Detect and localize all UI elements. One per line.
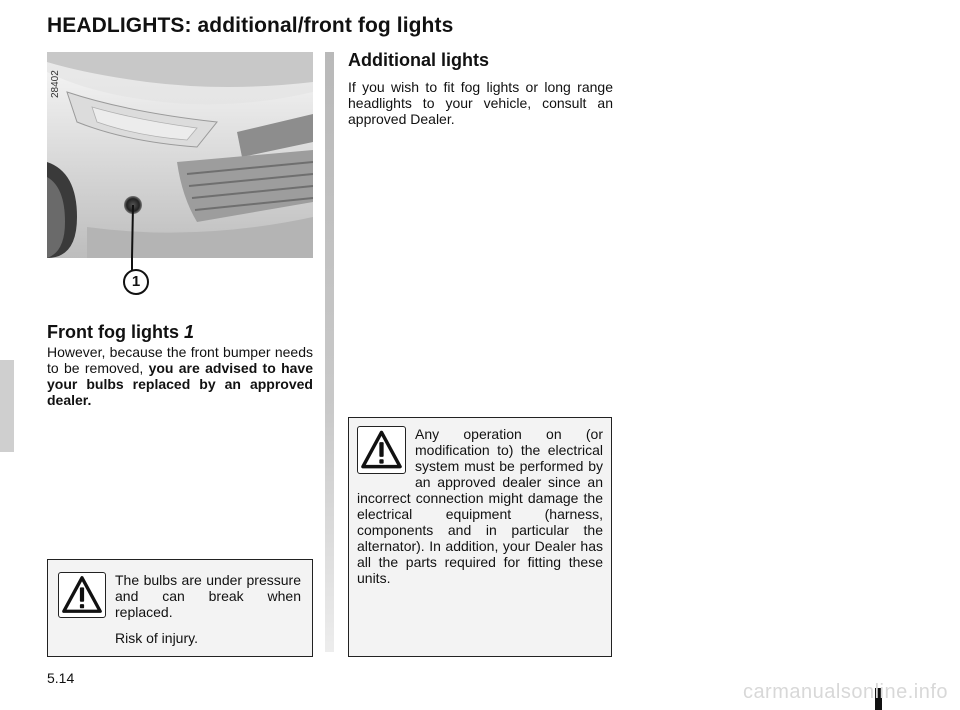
- bulb-warning-text: The bulbs are under pressure and can break when replaced.: [115, 572, 301, 620]
- fog-light-photo: [47, 52, 313, 258]
- fog-lights-heading-text: Front fog lights: [47, 322, 179, 342]
- callout-number: 1: [123, 269, 149, 295]
- photo-code: 28402: [50, 70, 61, 98]
- watermark: carmanualsonline.info: [742, 681, 948, 703]
- fog-lights-text-plain: However, because the front bumper needs to be removed,: [47, 344, 313, 376]
- page-title: HEADLIGHTS: additional/front fog lights: [47, 14, 454, 37]
- additional-lights-section: [348, 50, 613, 127]
- warning-triangle-icon: [58, 572, 106, 618]
- additional-lights-text: If you wish to fit fog lights or long range headlights to your vehicle, consult an approved Dealer.: [348, 79, 613, 127]
- electrical-warning-box: [348, 417, 612, 657]
- bulb-warning-text2: Risk of injury.: [115, 630, 198, 646]
- electrical-warning-text: Any operation on (or modification to) the electrical system must be performed by an approved dealer since an incorrect connection might damage the electrical equipment (harness, components and in particular the alternator). In addition, your Dealer has all the parts required for fitting these units.: [357, 426, 603, 586]
- icon-spacer: [357, 426, 415, 490]
- additional-lights-heading: Additional lights: [348, 50, 489, 70]
- fog-lights-text: [47, 344, 313, 408]
- callout-line: [131, 258, 133, 270]
- column-divider: [325, 52, 334, 652]
- fog-lights-section: [47, 322, 313, 408]
- electrical-warning-paragraph: [357, 426, 603, 586]
- bulb-warning-box: [47, 559, 313, 657]
- page-number: 5.14: [47, 670, 75, 686]
- fog-lights-heading-number: 1: [183, 322, 194, 342]
- chapter-tab: [0, 360, 14, 452]
- fog-lights-heading: [47, 322, 313, 343]
- fog-lights-text-bold: you are advised to have your bulbs replaced by an approved dealer.: [47, 360, 313, 408]
